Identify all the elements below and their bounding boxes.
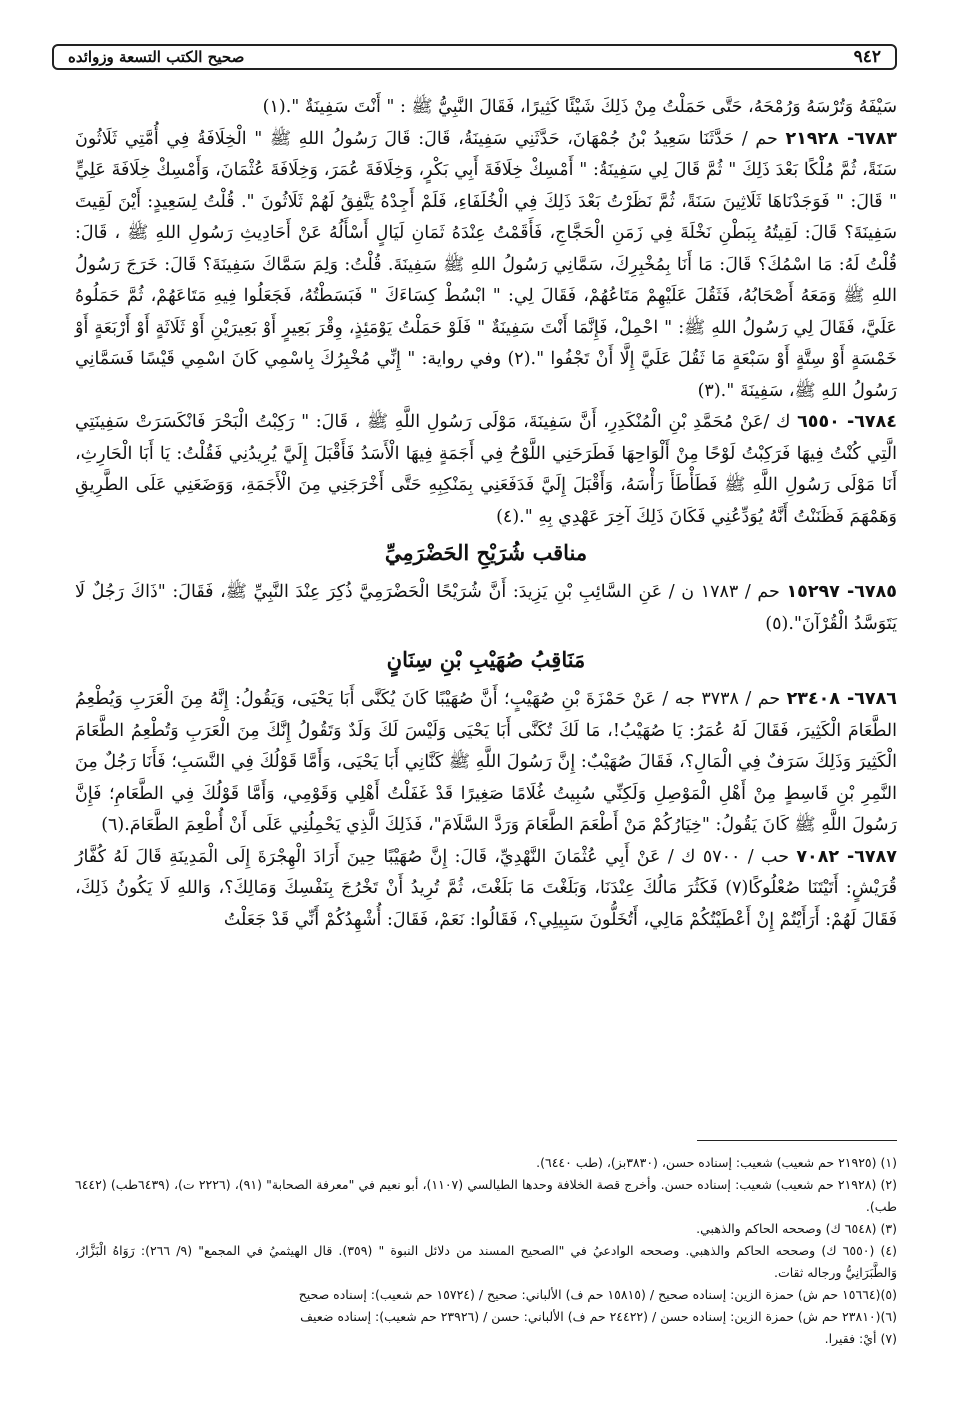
hadith-paragraph xyxy=(75,842,897,937)
hadith-text: حب / ٥٧٠٠ ك / عَنْ أَبِي عُثْمَانَ النَّهْدِيِّ، قَالَ: إِنَّ صُهَيْبًا حِينَ أَرَادَ الْهِجْرَةَ إِلَى الْمَدِينَةِ قَالَ لَهُ كُفَّارُ قُرَيْشٍ: أَتَيْتَنَا صُعْلُوكًا(٧) فَكَثُرَ مَالُكَ عِنْدَنَا، وَبَلَغْتَ مَا بَلَغْتَ، ثُمَّ تُرِيدُ أَنْ تَخْرُجَ بِنَفْسِكَ وَمَالِكَ؟، وَاللهِ لَا يَكُونُ ذَلِكَ، فَقَالَ لَهُمْ: أَرَأَيْتُمْ إِنْ أَعْطَيْتُكُمْ مَالِي، أَتُخَلُّونَ سَبِيلِي؟، فَقَالُوا: نَعَمْ، فَقَالَ: أُشْهِدُكُمْ أَنِّي قَدْ جَعَلْتُ xyxy=(75,846,897,930)
hadith-text: ك /عَنْ مُحَمَّدِ بْنِ الْمُنْكَدِرِ، أَنَّ سَفِينَةَ، مَوْلَى رَسُولِ اللَّهِ ﷺ ، قَالَ: " رَكِبْتُ الْبَحْرَ فَانْكَسَرَتْ سَفِينَتِي الَّتِي كُنْتُ فِيهَا فَرَكِبْتُ لَوْحًا مِنْ أَلْوَاحِهَا فَطَرَحَنِي اللَّوْحُ فِي أَجَمَةٍ فِيهَا الْأَسَدُ فَأَقْبَلَ إِلَيَّ يُرِيدُنِي فَقُلْتُ: يَا أَبَا الْحَارِثِ، أَنَا مَوْلَى رَسُولِ اللَّهِ ﷺ فَطَأْطَأَ رَأْسَهُ، وَأَقْبَلَ إِلَيَّ فَدَفَعَنِي بِمَنْكِبِهِ حَتَّى أَخْرَجَنِي مِنَ الْأَجَمَةِ، وَوَضَعَنِي عَلَى الطَّرِيقِ وَهَمْهَمَ فَظَنَنْتُ أَنَّهُ يُوَدِّعُنِي فَكَانَ ذَلِكَ آخِرَ عَهْدِي بِهِ ".(٤) xyxy=(75,412,897,527)
hadith-number: ٦٧٨٦- ٢٣٤٠٨ xyxy=(786,689,897,709)
hadith-number: ٦٧٨٤- ٦٥٥٠ xyxy=(797,412,897,432)
footnote: (٦)(٢٣٨١٠ حم ش) حمزة الزين: إسناده حسن / (٢٤٤٢٢ حم ف) الألباني: حسن / (٢٣٩٢٦ حم شعيب): إسناده ضعيف xyxy=(300,1309,897,1324)
hadith-text: حم / ١٧٨٣ ن / عَنِ السَّائِبِ بْنِ يَزِيدَ: أَنَّ شُرَيْحًا الْحَضْرَمِيَّ ذُكِرَ عِنْدَ النَّبِيِّ ﷺ، فَقَالَ: "ذَاكَ رَجُلٌ لَا يَتَوَسَّدُ الْقُرْآنَ".(٥) xyxy=(75,582,897,634)
hadith-number: ٦٧٨٥- ١٥٢٩٧ xyxy=(786,582,897,602)
footnote: (٢) (٢١٩٢٨ حم شعيب) شعيب: إسناده حسن. وأخرج قصة الخلافة وحدها الطيالسي (١١٠٧)، أبو نعيم في "معرفة الصحابة" (٩١)، (٢٢٢٦ ت)، (٦٤٣٩طب) (٦٤٤٢ طب). xyxy=(75,1177,898,1214)
section-heading-shurayh: مناقب شُرَيْحِ الحَضْرَمِيِّ xyxy=(384,540,588,565)
footnote: (٥)(١٥٦٦٤ حم ش) حمزة الزين: إسناده صحيح / (١٥٨١٥ حم ف) الألباني: صحيح / (١٥٧٢٤ حم شعيب): إسناده صحيح xyxy=(298,1287,897,1302)
book-title: صحيح الكتب التسعة وزوائده xyxy=(68,48,245,66)
hadith-paragraph xyxy=(75,92,897,124)
footnotes xyxy=(75,1152,897,1350)
page-number: ٩٤٢ xyxy=(853,47,881,67)
footnote: (٣) (٦٥٤٨ ك) وصححه الحاكم والذهبي. xyxy=(696,1221,897,1236)
hadith-text: حم / ٣٧٣٨ جه / عَنْ حَمْزَةَ بْنِ صُهَيْبٍ؛ أَنَّ صُهَيْبًا كَانَ يُكَنَّى أَبَا يَحْيَى، وَيَقُولُ: إِنَّهُ مِنَ الْعَرَبِ وَيُطْعِمُ الطَّعَامَ الْكَثِيرَ، فَقَالَ لَهُ عُمَرُ: يَا صُهَيْبُ!، مَا لَكَ تُكَنَّى أَبَا يَحْيَى وَلَيْسَ لَكَ وَلَدٌ وَتَقُولُ إِنَّكَ مِنَ الْعَرَبِ وَتُطْعِمُ الطَّعَامَ الْكَثِيرَ وَذَلِكَ سَرَفٌ فِي الْمَالِ؟، فَقَالَ صُهَيْبٌ: إِنَّ رَسُولَ اللَّهِ ﷺ كَنَّانِي أَبَا يَحْيَى، وَأَمَّا قَوْلُكَ فِي النَّسَبِ؛ فَأَنَا رَجُلٌ مِنَ النَّمِرِ بْنِ قَاسِطٍ مِنْ أَهْلِ الْمَوْصِلِ وَلَكِنِّي سُبِيتُ غُلَامًا صَغِيرًا قَدْ غَفَلْتُ أَهْلِي وَقَوْمِي، وَأَمَّا قَوْلُكَ فِي الطَّعَامِ؛ فَإِنَّ رَسُولَ اللَّهِ ﷺ كَانَ يَقُولُ: "خِيَارُكُمْ مَنْ أَطْعَمَ الطَّعَامَ وَرَدَّ السَّلَامَ"، فَذَلِكَ الَّذِي يَحْمِلُنِي عَلَى أَنْ أُطْعِمَ الطَّعَامَ.(٦) xyxy=(75,689,897,835)
footnote: (٤) (٦٥٥٠ ك) وصححه الحاكم والذهبي. وصححه الوادعيُ في "الصحيح المسند من دلائل النبوة " (٣٥٩). قال الهيثميُ في المجمع" (٩/ ٢٦٦): رَوَاهُ الْبَزَّارُ، وَالطَّبَرَانِيُّ ورجاله ثقات. xyxy=(75,1243,898,1280)
footnote: (١) (٢١٩٢٥ حم شعيب) شعيب: إسناده حسن، (٣٨٣٠بز)، (طب ٦٤٤٠). xyxy=(536,1155,897,1170)
hadith-number: ٦٧٨٣- ٢١٩٢٨ xyxy=(785,128,897,149)
hadith-paragraph xyxy=(75,684,897,842)
hadith-number: ٦٧٨٧- ٧٠٨٢ xyxy=(796,846,897,867)
hadith-text: سَيْفَهُ وَتُرْسَهُ وَرُمْحَهُ، حَتَّى حَمَلْتُ مِنْ ذَلِكَ شَيْئًا كَثِيرًا، فَقَالَ النَّبِيُّ ﷺ : " أَنْتَ سَفِينَةٌ ".(١) xyxy=(262,97,897,117)
page-header xyxy=(52,44,897,70)
footnote-separator xyxy=(697,1140,897,1141)
section-heading-suhayb: مَنَاقِبُ صُهَيْبِ بْنِ سِنَانٍ xyxy=(386,647,586,672)
hadith-text: حم / حَدَّثَنَا سَعِيدُ بْنُ جُمْهَانَ، حَدَّثَنِي سَفِينَةُ، قَالَ: قَالَ رَسُولُ اللهِ ﷺ " الْخِلَافَةُ فِي أُمَّتِي ثَلَاثُونَ سَنَةً، ثُمَّ مُلْكًا بَعْدَ ذَلِكَ " ثُمَّ قَالَ لِي سَفِينَةُ: " أَمْسِكْ خِلَافَةَ أَبِي بَكْرٍ، وَخِلَافَةَ عُمَرَ، وَخِلَافَةَ عُثْمَانَ، وَأَمْسِكْ خِلَافَةَ عَلِيٍّ " قَالَ: " فَوَجَدْنَاهَا ثَلَاثِينَ سَنَةً، ثُمَّ نَظَرْتُ بَعْدَ ذَلِكَ فِي الْخُلَفَاءِ، فَلَمْ أَجِدْهُ يَتَّفِقُ لَهُمْ ثَلَاثُونَ ". قُلْتُ لِسَعِيدٍ: أَيْنَ لَقِيتَ سَفِينَةَ؟ قَالَ: لَقِيتُهُ بِبَطْنِ نَخْلَةَ فِي زَمَنِ الْحَجَّاجِ، فَأَقَمْتُ عِنْدَهُ ثَمَانِ لَيَالٍ أَسْأَلُهُ عَنْ أَحَادِيثِ رَسُولِ اللهِ ﷺ ، قَالَ: قُلْتُ لَهُ: مَا اسْمُكَ؟ قَالَ: مَا أَنَا بِمُخْبِرِكَ، سَمَّانِي رَسُولُ اللهِ ﷺ سَفِينَةَ. قُلْتُ: وَلِمَ سَمَّاكَ سَفِينَةَ؟ قَالَ: خَرَجَ رَسُولُ اللهِ ﷺ وَمَعَهُ أَصْحَابُهُ، فَثَقُلَ عَلَيْهِمْ مَتَاعُهُمْ، فَقَالَ لِي: " ابْسُطْ كِسَاءَكَ " فَبَسَطْتُهُ، فَجَعَلُوا فِيهِ مَتَاعَهُمْ، ثُمَّ حَمَلُوهُ عَلَيَّ، فَقَالَ لِي رَسُولُ اللهِ ﷺ: " احْمِلْ، فَإِنَّمَا أَنْتَ سَفِينَةٌ " فَلَوْ حَمَلْتُ يَوْمَئِذٍ، وِقْرَ بَعِيرٍ أَوْ بَعِيرَيْنِ أَوْ ثَلَاثَةٍ أَوْ أَرْبَعَةٍ أَوْ خَمْسَةٍ أَوْ سِتَّةٍ أَوْ سَبْعَةٍ مَا ثَقُلَ عَلَيَّ إِلَّا أَنْ تَجْفُوا ".(٢) وفي رواية: " إِنِّي مُخْبِرُكَ بِاسْمِي كَانَ اسْمِي قَيْسًا فَسَمَّانِي رَسُولُ اللهِ ﷺ، سَفِينَةَ ".(٣) xyxy=(75,128,897,401)
hadith-paragraph xyxy=(75,124,897,408)
hadith-paragraph xyxy=(75,577,897,640)
main-text xyxy=(75,92,897,936)
hadith-paragraph xyxy=(75,407,897,533)
footnote: (٧) أيْ: فقيرا. xyxy=(824,1331,897,1346)
